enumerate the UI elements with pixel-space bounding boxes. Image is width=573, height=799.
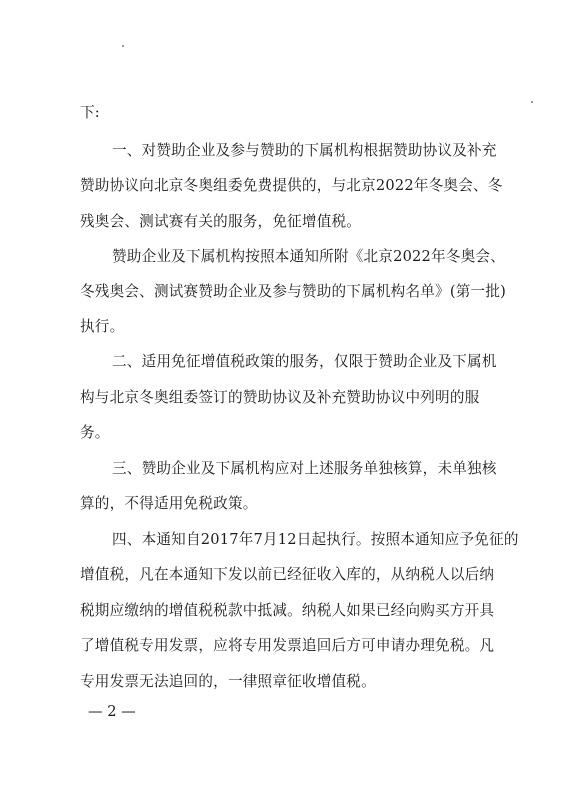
text-line: 冬残奥会、测试赛赞助企业及参与赞助的下属机构名单》(第一批) <box>80 283 507 300</box>
text-line: 增值税，凡在本通知下发以前已经征收入库的，从纳税人以后纳 <box>80 566 495 583</box>
text-line: 下: <box>80 104 100 121</box>
page-number: — 2 — <box>88 703 136 720</box>
scan-speck <box>531 101 533 103</box>
text-line: 一、对赞助企业及参与赞助的下属机构根据赞助协议及补充 <box>112 142 497 159</box>
text-line: 算的，不得适用免税政策。 <box>80 495 258 512</box>
scan-speck <box>122 45 124 47</box>
text-line: 务。 <box>80 424 110 441</box>
text-line: 了增值税专用发票，应将专用发票追回后方可申请办理免税。凡 <box>80 637 495 654</box>
text-line: 残奥会、测试赛有关的服务，免征增值税。 <box>80 213 362 230</box>
text-line: 赞助企业及下属机构按照本通知所附《北京2022年冬奥会、 <box>112 248 505 265</box>
text-line: 税期应缴纳的增值税税款中抵减。纳税人如果已经向购买方开具 <box>80 602 495 619</box>
text-line: 二、适用免征增值税政策的服务，仅限于赞助企业及下属机 <box>112 353 497 370</box>
text-line: 专用发票无法追回的，一律照章征收增值税。 <box>80 673 376 690</box>
text-line: 执行。 <box>80 318 125 335</box>
text-line: 构与北京冬奥组委签订的赞助协议及补充赞助协议中列明的服 <box>80 389 480 406</box>
text-line: 三、赞助企业及下属机构应对上述服务单独核算，未单独核 <box>112 460 497 477</box>
text-line: 四、本通知自2017年7月12日起执行。按照本通知应予免征的 <box>112 531 519 548</box>
text-line: 赞助协议向北京冬奥组委免费提供的，与北京2022年冬奥会、冬 <box>80 177 503 194</box>
